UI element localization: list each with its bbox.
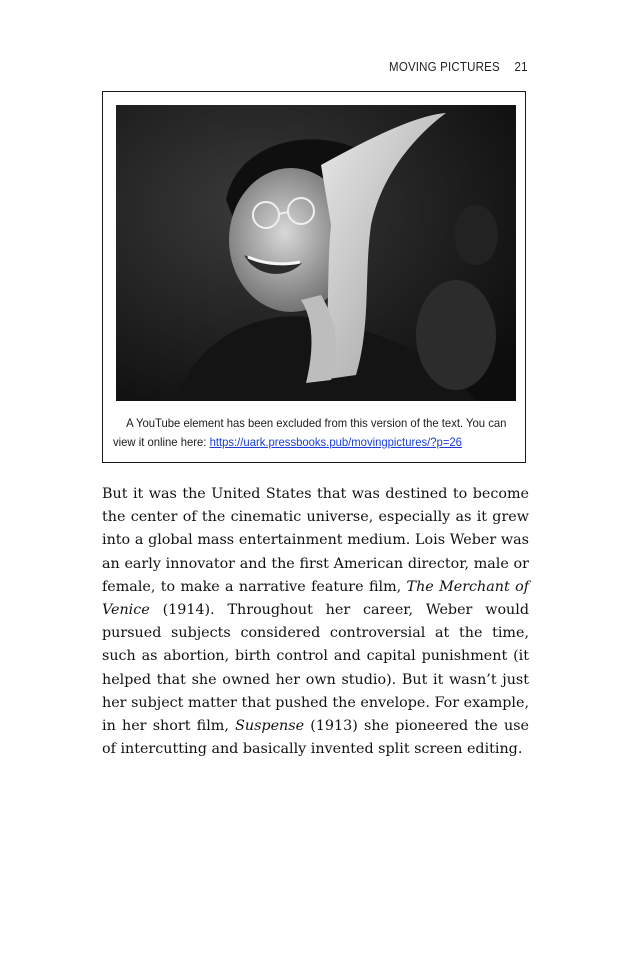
paragraph — [102, 483, 529, 761]
paragraph-text-1: But it was the United States that was destined to become the center of the cinematic universe, especially as it grew into a global mass entertainment medium. Lois Weber was an early innovator and the first American director, male or female, to make a narrative feature film, — [102, 486, 529, 595]
caption-text: A YouTube element has been excluded from this version of the text. You can view it online here: — [113, 416, 507, 449]
page-number: 21 — [514, 60, 528, 74]
film-still-illustration — [116, 105, 516, 401]
embedded-video-figure — [102, 91, 526, 463]
running-title: MOVING PICTURES — [389, 60, 501, 74]
body-text — [102, 483, 529, 761]
video-link[interactable]: https://uark.pressbooks.pub/movingpictures/?p=26 — [209, 435, 462, 449]
film-title-merchant: The Merchant of Venice — [102, 578, 529, 619]
film-still-image — [116, 105, 516, 401]
figure-caption — [113, 414, 517, 452]
running-head — [389, 60, 528, 74]
paragraph-text-2: (1914). Throughout her career, Weber would pursued subjects considered controversial at the time, such as abortion, birth control and capital punishment (it helped that she owned her own studio). But it wasn’t just her subject matter that pushed the envelope. For example, in her short film, — [102, 602, 529, 735]
film-title-suspense: Suspense — [235, 718, 305, 735]
paragraph-text-3: (1913) she pioneered the use of intercutting and basically invented split screen editing. — [102, 718, 529, 758]
